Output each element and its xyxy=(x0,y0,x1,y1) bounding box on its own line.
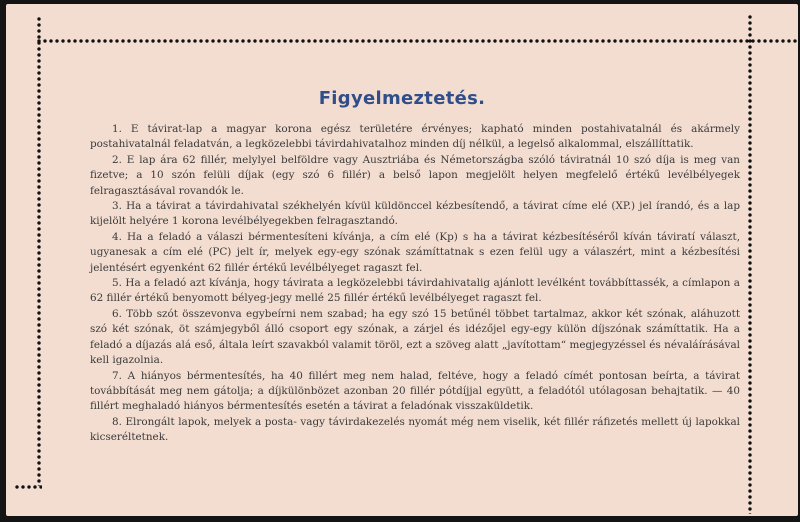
paragraph-8: 8. Elrongált lapok, melyek a posta- vagy távirdakezelés nyomát még nem viselik, két fillér ráfizetés mellett új lapokkal kicseréltetnek. xyxy=(90,415,740,444)
paragraph-7: 7. A hiányos bérmentesítés, ha 40 fillért meg nem halad, feltéve, hogy a feladó címét pontosan beírta, a távirat továbbítását meg nem gátolja; a díjkülönbözet azonban 20 fillér pótdíjjal együtt, a feladótól utólagosan behajtatik. — 40 fillért meghaladó hiányos bérmentesítés esetén a távirat a feladónak visszaküldetik. xyxy=(90,369,740,413)
paragraph-1: 1. E távirat-lap a magyar korona egész területére érvényes; kapható minden postahivatalnál és akármely postahivatalnál feladatván, a legközelebbi távirdahivatalhoz minden díj nélkül, a legelső alkalommal, elszállíttatik. xyxy=(90,123,740,151)
perforation-top xyxy=(36,38,756,44)
perforation-left-bottom xyxy=(14,484,42,490)
page-title: Figyelmeztetés. xyxy=(318,88,486,109)
paragraph-5: 5. Ha a feladó azt kívánja, hogy távirata a legközelebbi távirdahivatalig ajánlott levélként továbbíttassék, a címlapon a 62 fillér értékű benyomott bélyeg-jegy mellé 25 fillér értékű levélbélyeget ragaszt fel. xyxy=(90,277,740,305)
perforation-left xyxy=(36,16,42,486)
instructions-body xyxy=(90,122,740,446)
paragraph-6: 6. Több szót összevonva egybeírni nem szabad; ha egy szó 15 betűnél többet tartalmaz, akkor két szónak, aláhuzott szó két szónak, öt számjegyből álló csoport egy szónak, a zárjel és idézőjel egy-egy külön díjszónak számíttatik. Ha a feladó a díjazás alá eső, általa leírt szavakból valamit töröl, ezt a szöveg alatt „javítottam“ megjegyzéssel és névaláírásával kell igazolnia. xyxy=(90,307,740,367)
telegram-card xyxy=(6,4,798,516)
perforation-right-top xyxy=(756,38,798,44)
paragraph-2: 2. E lap ára 62 fillér, melylyel belföldre vagy Ausztriába és Németországba szóló táviratnál 10 szó díja is meg van fizetve; a 10 szón felüli díjak (egy szó 6 fillér) a belső lapon megjelölt helyen megfelelő értékű levélbélyegek felragasztásával rovandók le. xyxy=(90,153,740,197)
paragraph-3: 3. Ha a távirat a távirdahivatal székhelyén kívül küldönccel kézbesítendő, a távirat címe elé (XP.) jel írandó, és a lap kijelölt helyére 1 korona levélbélyegekben felragasztandó. xyxy=(90,200,740,228)
paragraph-4: 4. Ha a feladó a válaszi bérmentesíteni kívánja, a cím elé (Kp) s ha a távirat kézbesítéséről kíván táviratí választ, ugyanesak a cím elé (PC) jelt ír, melyek egy-egy szónak számíttatnak s ezen felül ugy a válaszért, mint a kézbesítési jelentésért egyenként 62 fillér értékű levélbélyeget ragaszt fel. xyxy=(90,230,740,274)
